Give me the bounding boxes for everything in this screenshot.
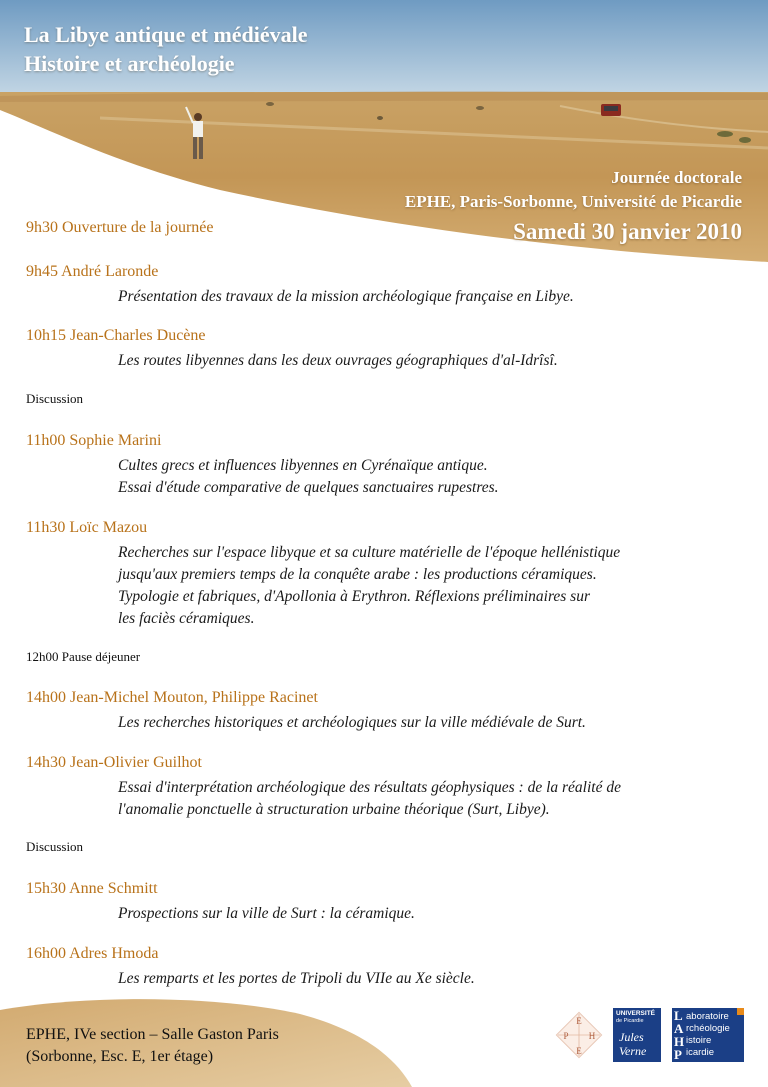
talk-time-speaker: 14h30 Jean-Olivier Guilhot (26, 754, 202, 771)
venue-info (26, 1024, 279, 1068)
lahp-letter: P (674, 1047, 682, 1062)
upjv-line-3: Jules Verne (619, 1030, 647, 1058)
talk-title-line: Prospections sur la ville de Surt : la céramique. (118, 905, 415, 922)
talk-time-speaker: 10h15 Jean-Charles Ducène (26, 327, 206, 344)
talk-time-speaker: 11h30 Loïc Mazou (26, 519, 148, 536)
ephe-letter: E (576, 1016, 582, 1026)
talk-item (26, 518, 620, 630)
event-organizers: EPHE, Paris-Sorbonne, Université de Picardie (404, 192, 742, 211)
talk-item (26, 688, 586, 734)
talk-item (26, 431, 499, 499)
talk-time-speaker: 14h00 Jean-Michel Mouton, Philippe Racinet (26, 689, 318, 706)
lahp-letter: A (674, 1021, 684, 1036)
title-line-2: Histoire et archéologie (24, 51, 235, 76)
talk-title-line: Typologie et fabriques, d'Apollonia à Erythron. Réflexions préliminaires sur (118, 588, 591, 605)
lahp-logo (672, 1008, 744, 1062)
talk-title-line: Cultes grecs et influences libyennes en Cyrénaïque antique. (118, 457, 488, 474)
discussion-note: Discussion (26, 391, 84, 406)
talk-title (118, 903, 415, 925)
lahp-word: istoire (686, 1035, 712, 1046)
talk-item (26, 944, 475, 990)
opening-item (26, 218, 213, 238)
talk-time-speaker: 11h00 Sophie Marini (26, 432, 162, 449)
title-line-1: La Libye antique et médiévale (24, 22, 308, 47)
logo-corner-accent (737, 1008, 744, 1015)
poster-title (24, 20, 308, 78)
talk-title-line: Les remparts et les portes de Tripoli du VIIe au Xe siècle. (118, 970, 475, 987)
talk-title (118, 777, 621, 821)
lunch-note: 12h00 Pause déjeuner (26, 649, 141, 664)
upjv-line-2: de Picardie (616, 1018, 644, 1024)
talk-title-line: Les routes libyennes dans les deux ouvrages géographiques d'al-Idrîsî. (118, 352, 558, 369)
talk-item (26, 262, 574, 308)
lahp-letter: L (674, 1008, 683, 1023)
lahp-word: icardie (686, 1047, 714, 1058)
talk-time-speaker: 16h00 Adres Hmoda (26, 945, 159, 962)
opening-label: 9h30 Ouverture de la journée (26, 219, 214, 236)
ephe-logo (552, 1008, 606, 1062)
talk-title-line: l'anomalie ponctuelle à structuration urbaine théorique (Surt, Libye). (118, 801, 550, 818)
talk-title (118, 286, 574, 308)
venue-line-2: (Sorbonne, Esc. E, 1er étage) (26, 1048, 214, 1065)
talk-time-speaker: 15h30 Anne Schmitt (26, 880, 158, 897)
talk-title (118, 968, 475, 990)
talk-title (118, 350, 558, 372)
talk-item (26, 879, 415, 925)
event-info (405, 166, 742, 248)
event-date: Samedi 30 janvier 2010 (513, 219, 742, 244)
venue-line-1: EPHE, IVe section – Salle Gaston Paris (26, 1026, 279, 1043)
lahp-word: rchéologie (686, 1023, 730, 1034)
upjv-line-1: UNIVERSITÉ (616, 1010, 656, 1017)
upjv-logo (613, 1008, 661, 1062)
talk-title-line: jusqu'aux premiers temps de la conquête arabe : les productions céramiques. (118, 566, 597, 583)
discussion-note: Discussion (26, 839, 84, 854)
talk-title-line: Essai d'étude comparative de quelques sanctuaires rupestres. (118, 479, 499, 496)
lahp-word: aboratoire (686, 1011, 729, 1022)
talk-title (118, 542, 620, 630)
talk-title-line: les faciès céramiques. (118, 610, 255, 627)
talk-title (118, 712, 586, 734)
talk-title (118, 455, 499, 499)
ephe-letter: P (563, 1031, 569, 1041)
talk-title-line: Recherches sur l'espace libyque et sa culture matérielle de l'époque hellénistique (118, 544, 621, 561)
ephe-letter: H (588, 1031, 596, 1041)
talk-item (26, 326, 558, 372)
talk-title-line: Les recherches historiques et archéologiques sur la ville médiévale de Surt. (118, 714, 586, 731)
talk-title-line: Présentation des travaux de la mission archéologique française en Libye. (118, 288, 574, 305)
talk-time-speaker: 9h45 André Laronde (26, 263, 159, 280)
lahp-letter: H (674, 1034, 685, 1049)
talk-item (26, 753, 621, 821)
talk-title-line: Essai d'interprétation archéologique des résultats géophysiques : de la réalité de (118, 779, 621, 796)
ephe-letter: E (576, 1046, 582, 1056)
event-type: Journée doctorale (611, 168, 742, 187)
